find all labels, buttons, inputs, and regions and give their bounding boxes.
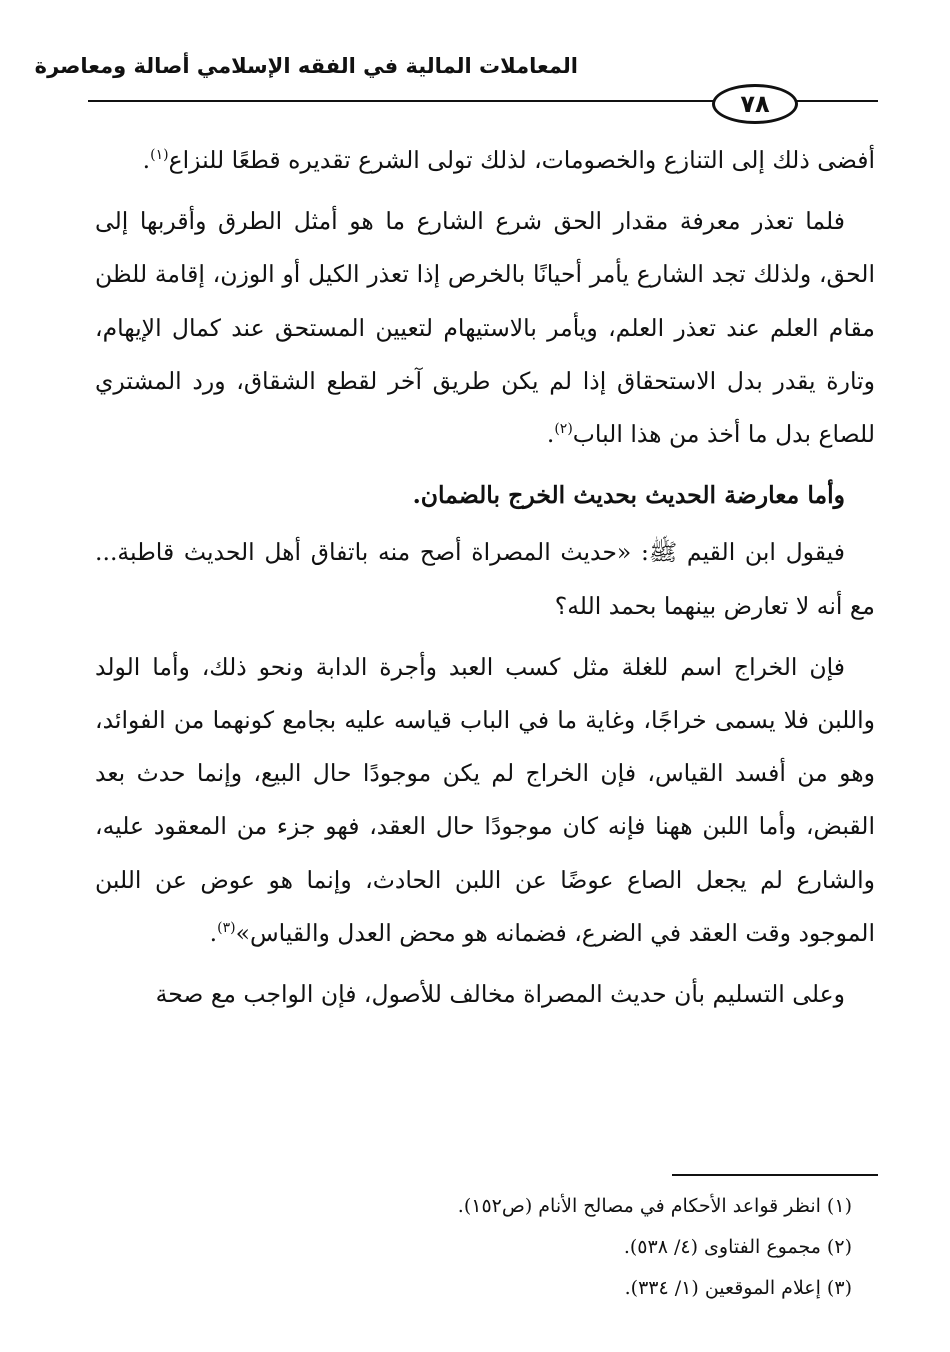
paragraph-1-end: . (142, 146, 151, 174)
footnotes (200, 1186, 852, 1309)
footnote-ref-2: (٢) (554, 421, 573, 438)
paragraph-4-text: فإن الخراج اسم للغلة مثل كسب العبد وأجرة الدابة ونحو ذلك، وأما الولد واللبن فلا يسمى خراجًا، وغاية ما في الباب قياسه عليه بجامع كونهما من الفوائد، وهو من أفسد القياس، فإن الخراج لم يكن موجودًا حال البيع، وإنما حدث بعد القبض، وأما اللبن ههنا فإنه كان موجودًا حال العقد، فهو جزء من المعقود عليه، والشارع لم يجعل الصاع عوضًا عن اللبن الحادث، وإنما هو عوض عن اللبن الموجود وقت العقد في الضرع، فضمانه هو محض العدل والقياس» (95, 652, 875, 947)
paragraph-1 (95, 134, 875, 187)
paragraph-2-end: . (546, 420, 555, 449)
paragraph-2 (95, 195, 875, 461)
footnote-3: (٣) إعلام الموقعين (١/ ٣٣٤). (624, 1277, 852, 1299)
paragraph-1-text: أفضى ذلك إلى التنازع والخصومات، لذلك تولى الشرع تقديره قطعًا للنزاع (168, 146, 875, 174)
paragraph-4-end: . (209, 918, 218, 947)
paragraph-3: فيقول ابن القيم ﷺ: «حديث المصراة أصح منه باتفاق أهل الحديث قاطبة... مع أنه لا تعارض بينهما بحمد الله؟ (95, 538, 875, 620)
page-number: ٧٨ (712, 84, 798, 124)
paragraph-2-text: فلما تعذر معرفة مقدار الحق شرع الشارع ما هو أمثل الطرق وأقربها إلى الحق، ولذلك تجد الشارع يأمر أحيانًا بالخرص إذا تعذر الكيل أو الوزن، إقامة للظن مقام العلم عند تعذر العلم، ويأمر بالاستيهام لتعيين المستحق عند كمال الإيهام، وتارة يقدر بدل الاستحقاق إذا لم يكن طريق آخر لقطع الشقاق، ورد المشتري للصاع بدل ما أخذ من هذا الباب (95, 207, 875, 449)
footnote-separator (672, 1174, 878, 1176)
footnote-1: (١) انظر قواعد الأحكام في مصالح الأنام (ص١٥٢). (457, 1195, 852, 1217)
running-title: المعاملات المالية في الفقه الإسلامي أصالة ومعاصرة (34, 54, 578, 78)
footnote-ref-3: (٣) (217, 920, 236, 937)
paragraph-5: وعلى التسليم بأن حديث المصراة مخالف للأصول، فإن الواجب مع صحة (155, 980, 845, 1009)
main-text (95, 134, 875, 1021)
footnote-2: (٢) مجموع الفتاوى (٤/ ٥٣٨). (623, 1236, 852, 1258)
paragraph-4 (95, 641, 875, 960)
section-heading: وأما معارضة الحديث بحديث الخرج بالضمان. (412, 481, 845, 510)
footnote-ref-1: (١) (150, 147, 169, 164)
